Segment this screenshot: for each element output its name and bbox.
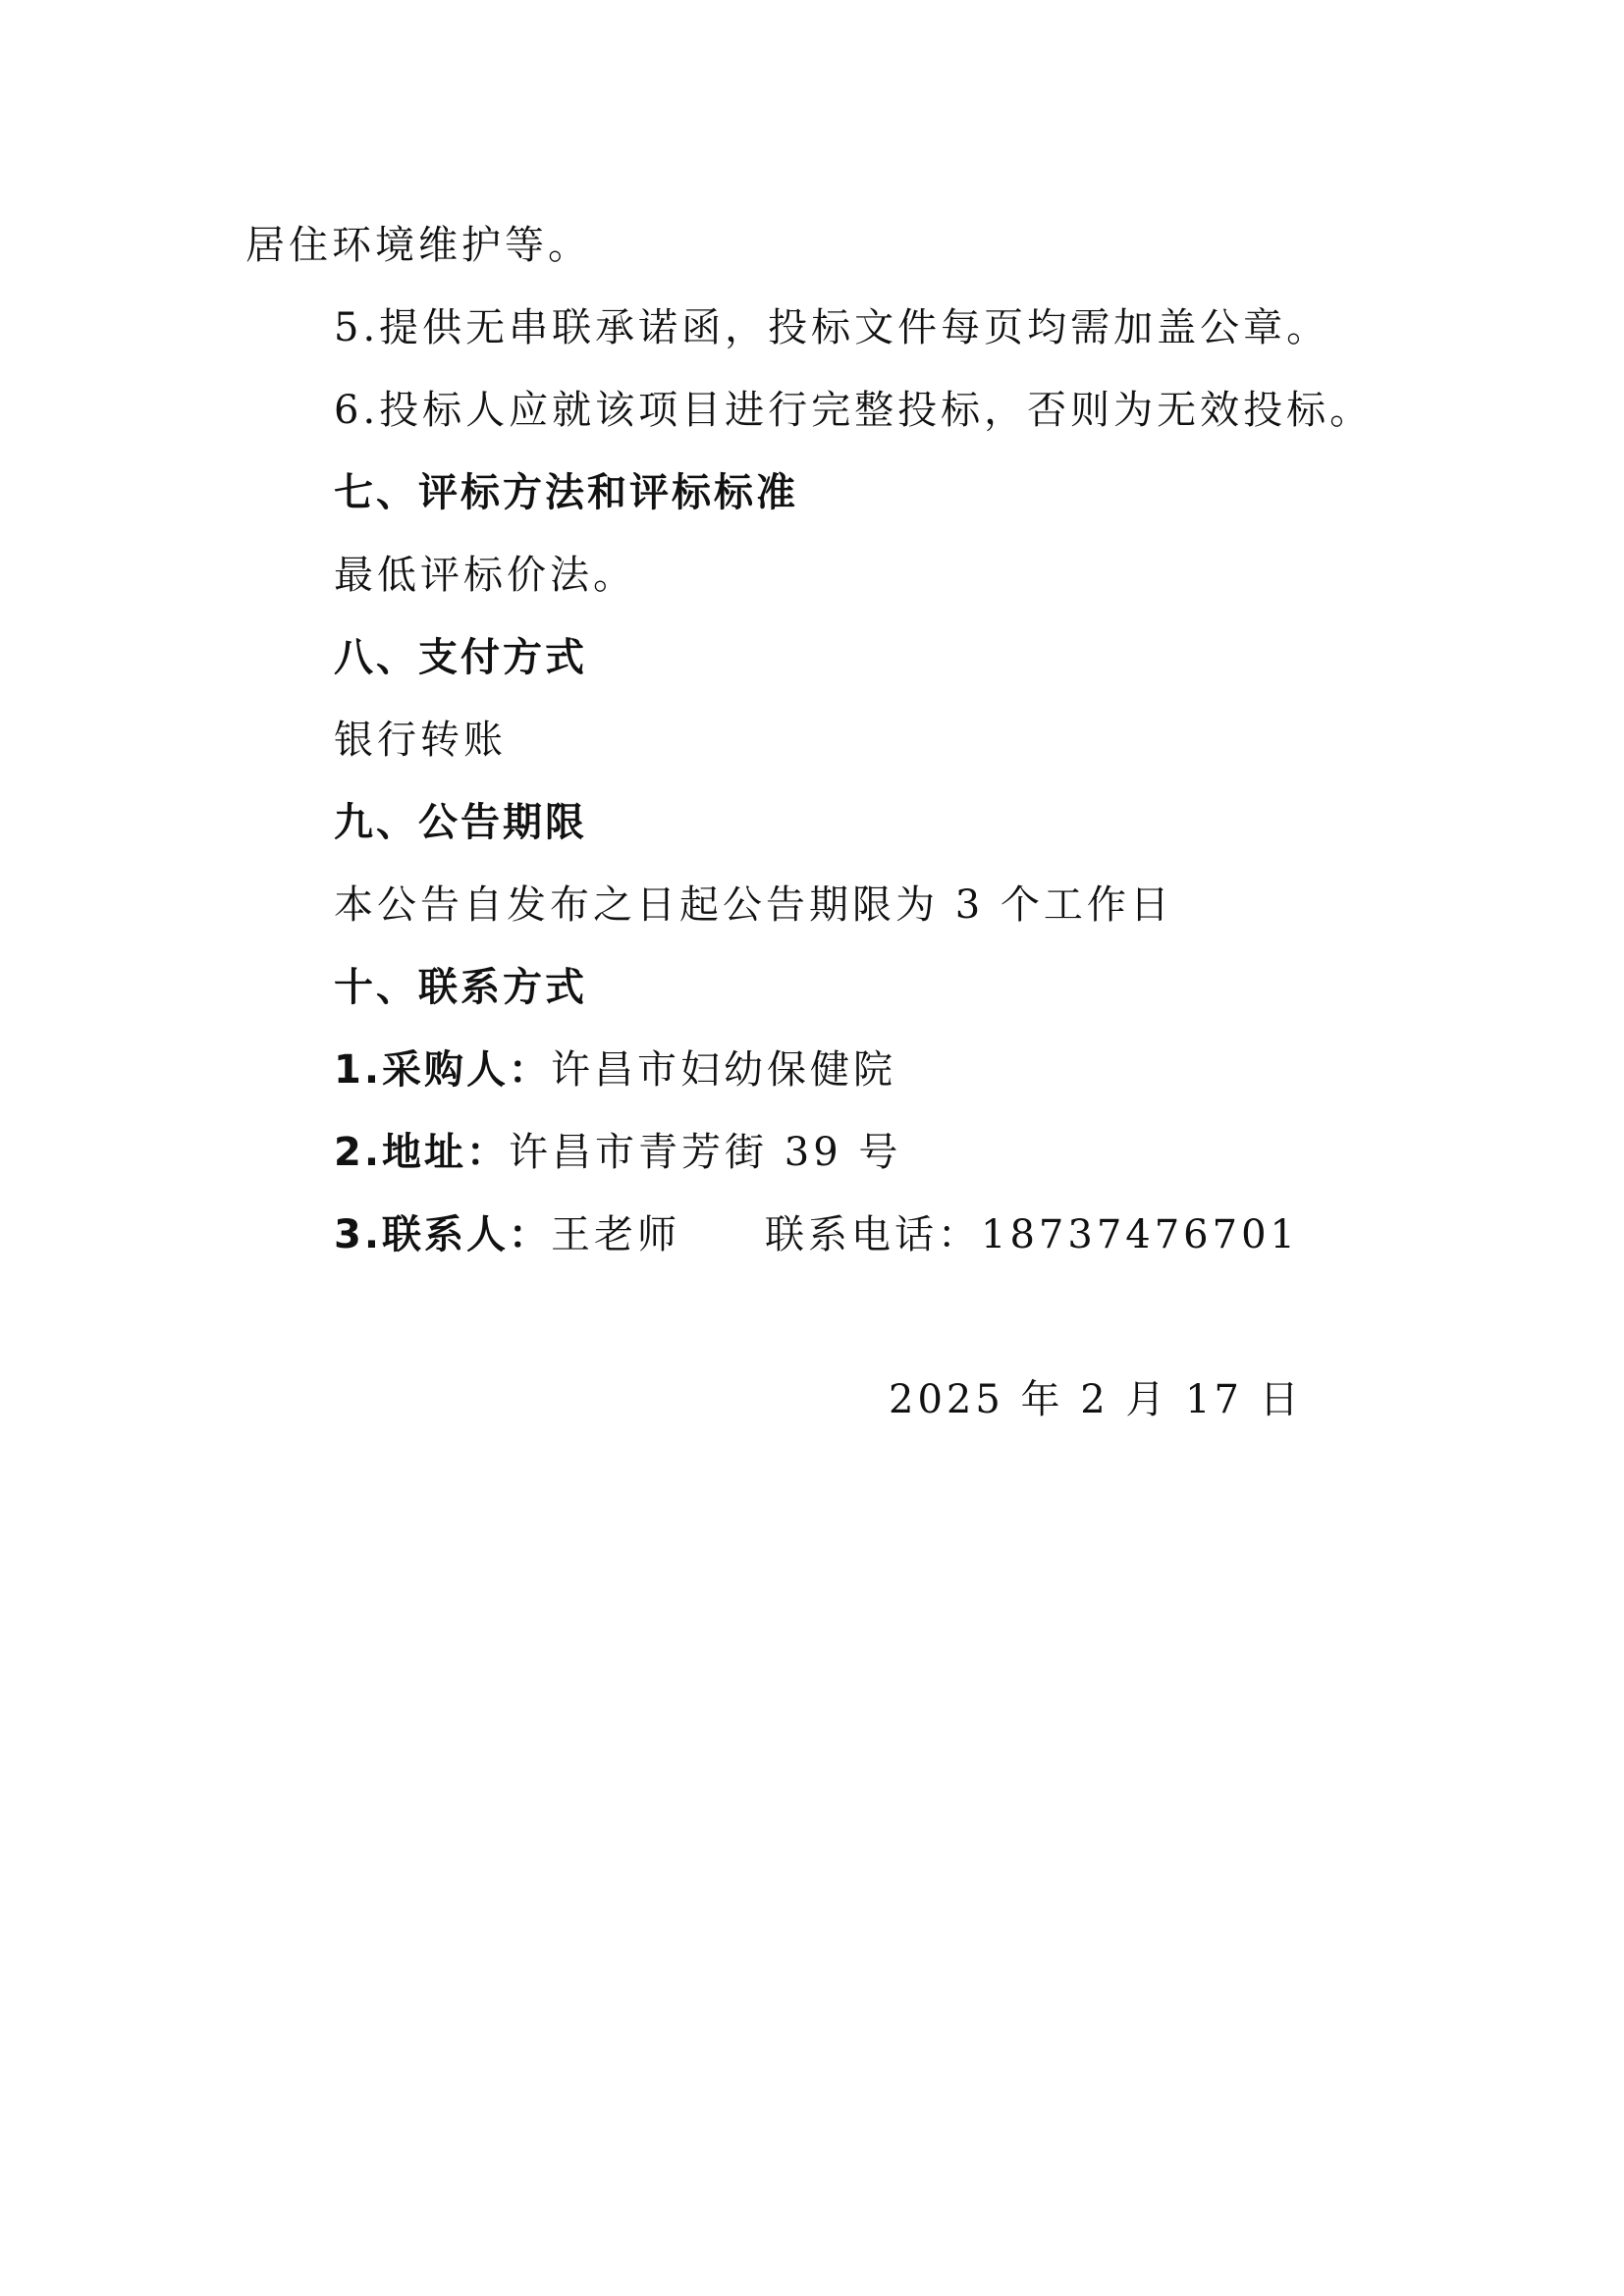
section-body-payment: 银行转账 [334,718,507,763]
item-6: 6.投标人应就该项目进行完整投标，否则为无效投标。 [334,388,1374,433]
section-heading-period: 九、公告期限 [334,800,587,845]
section-heading-evaluation: 七、评标方法和评标标准 [334,470,798,515]
purchaser-value: 许昌市妇幼保健院 [551,1047,897,1093]
section-body-evaluation: 最低评标价法。 [334,553,636,598]
purchaser-label: 1.采购人： [334,1047,552,1093]
section-body-period: 本公告自发布之日起公告期限为 3 个工作日 [334,882,1173,928]
phone-label: 联系电话： [765,1212,982,1257]
address-value: 许昌市青芳街 39 号 [509,1130,902,1175]
address-label: 2.地址： [334,1130,510,1175]
contact-address-row [334,1127,901,1178]
continuation-text: 居住环境维护等。 [245,223,591,268]
item-5: 5.提供无串联承诺函，投标文件每页均需加盖公章。 [334,305,1330,350]
person-value: 王老师 [551,1212,681,1257]
section-heading-payment: 八、支付方式 [334,635,587,680]
contact-purchaser-row [334,1044,896,1095]
document-date: 2025 年 2 月 17 日 [889,1377,1303,1422]
phone-value: 18737476701 [981,1212,1299,1257]
section-heading-contact: 十、联系方式 [334,965,587,1010]
contact-person-row [334,1209,1299,1260]
person-label: 3.联系人： [334,1212,552,1257]
